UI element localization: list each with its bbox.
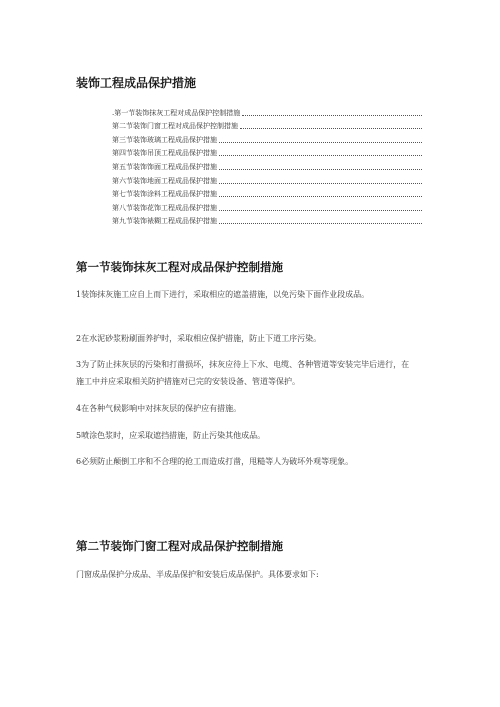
toc-item[interactable] bbox=[112, 118, 422, 132]
toc-item[interactable] bbox=[112, 158, 422, 172]
toc-item-label: 第五节装饰饰面工程成品保护措施 bbox=[112, 162, 217, 171]
toc-leader-dots bbox=[219, 182, 422, 184]
toc-item-label: 第二节装饰门窗工程对成品保护控制措施 bbox=[112, 122, 238, 131]
document-title: 装饰工程成品保护措施 bbox=[76, 76, 197, 90]
section1-paragraph-4: 4在各种气候影响中对抹灰层的保护应有措施。 bbox=[76, 404, 242, 413]
toc-item-label: 第三节装饰玻璃工程成品保护措施 bbox=[112, 135, 217, 144]
toc-item[interactable] bbox=[112, 104, 422, 118]
toc-leader-dots bbox=[240, 127, 422, 129]
toc-leader-dots bbox=[219, 154, 422, 156]
section2-heading: 第二节装饰门窗工程对成品保护控制措施 bbox=[76, 539, 283, 553]
toc-item[interactable] bbox=[112, 186, 422, 200]
toc-item[interactable] bbox=[112, 131, 422, 145]
toc-item-label: .第一节装饰抹灰工程对成品保护控制措施 bbox=[112, 108, 241, 117]
toc-leader-dots bbox=[219, 222, 422, 224]
section1-paragraph-2: 2在水泥砂浆粉刷面养护时，采取相应保护措施，防止下道工序污染。 bbox=[76, 334, 322, 343]
section2-paragraph-1: 门窗成品保护分成品、半成品保护和安装后成品保护。具体要求如下: bbox=[76, 570, 319, 579]
section1-paragraph-5: 5喷涂色浆时，应采取遮挡措施，防止污染其他成品。 bbox=[76, 431, 266, 440]
toc-item[interactable] bbox=[112, 199, 422, 213]
section1-paragraph-3: 3为了防止抹灰层的污染和打凿损坏，抹灰应待上下水、电缆、各种管道等安装完毕后进行，在施工中并应采取相关防护措施对已完的安装设备、管道等保护。 bbox=[76, 360, 410, 386]
toc-item-label: 第九节装饰裱糊工程成品保护措施 bbox=[112, 217, 217, 226]
toc-item-label: 第六节装饰地面工程成品保护措施 bbox=[112, 176, 217, 185]
section1-heading: 第一节装饰抹灰工程对成品保护控制措施 bbox=[76, 260, 283, 274]
section1-paragraph-6: 6必须防止颠倒工序和不合理的抢工而造成打凿，甩糙等人为破坏外观等现象。 bbox=[76, 457, 354, 466]
toc-item-label: 第四节装饰吊顶工程成品保护措施 bbox=[112, 149, 217, 158]
toc-item-label: 第七节装饰涂料工程成品保护措施 bbox=[112, 190, 217, 199]
table-of-contents bbox=[112, 104, 422, 226]
toc-leader-dots bbox=[219, 195, 422, 197]
toc-leader-dots bbox=[242, 114, 422, 116]
section1-paragraph-1: 1装饰抹灰施工应自上而下进行，采取相应的遮盖措施，以免污染下面作业段成品。 bbox=[76, 290, 370, 299]
toc-item[interactable] bbox=[112, 145, 422, 159]
toc-leader-dots bbox=[219, 168, 422, 170]
toc-item-label: 第八节装饰花饰工程成品保护措施 bbox=[112, 203, 217, 212]
toc-leader-dots bbox=[219, 209, 422, 211]
toc-item[interactable] bbox=[112, 172, 422, 186]
toc-leader-dots bbox=[219, 141, 422, 143]
toc-item[interactable] bbox=[112, 213, 422, 227]
